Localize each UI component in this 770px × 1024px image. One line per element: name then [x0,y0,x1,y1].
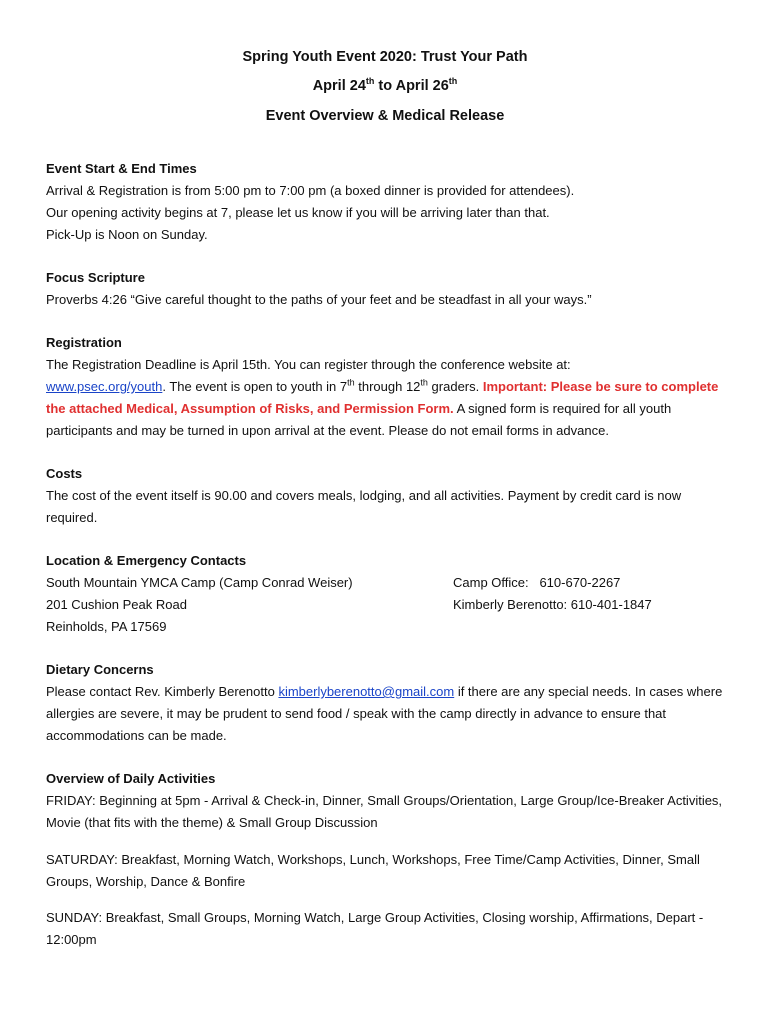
section-event-times [46,158,736,246]
text-run: through 12 [354,379,421,394]
dates-start: April 24 [312,78,366,94]
section-heading: Registration [46,335,122,350]
email-link[interactable]: kimberlyberenotto@gmail.com [278,684,455,699]
section-daily-overview [46,768,736,834]
scripture-text: Proverbs 4:26 “Give careful thought to the paths of your feet and be steadfast in all your ways.” [46,292,592,307]
section-dietary [46,659,736,747]
registration-paragraph [46,376,736,442]
text-run: Please contact Rev. Kimberly Berenotto [46,684,279,699]
dates-end-suffix: th [448,76,458,87]
document-title: Spring Youth Event 2020: Trust Your Path [242,49,528,65]
ordinal-suffix: th [347,377,355,388]
registration-deadline: The Registration Deadline is April 15th. You can register through the conference website at: [46,357,571,372]
contact-line: Kimberly Berenotto: 610-401-1847 [453,597,652,612]
paragraph-line: Our opening activity begins at 7, please let us know if you will be arriving later than that. [46,205,550,220]
section-costs [46,463,736,529]
section-heading: Event Start & End Times [46,161,197,176]
contact-line: Camp Office: 610-670-2267 [453,575,621,590]
text-run: A signed form is required for all youth participants and may be turned in upon arrival at the event. Please do not email forms in advance. [46,401,672,438]
address-line: 201 Cushion Peak Road [46,597,187,612]
section-registration [46,332,736,442]
sunday-activities: SUNDAY: Breakfast, Small Groups, Morning Watch, Large Group Activities, Closing worship, Affirmations, Depart - 12:00pm [46,910,704,947]
section-heading: Costs [46,466,83,481]
section-heading: Overview of Daily Activities [46,771,216,786]
contacts-block [453,572,733,616]
section-heading: Location & Emergency Contacts [46,553,247,568]
ordinal-suffix: th [420,377,428,388]
dates-start-suffix: th [365,76,375,87]
section-heading: Dietary Concerns [46,662,154,677]
text-run: graders. [427,379,483,394]
section-location [46,550,736,638]
address-line: Reinholds, PA 17569 [46,619,167,634]
text-run: if there are any special needs. In cases where allergies are severe, it may be prudent to send food / speak with the camp directly in advance to ensure that accommodations can be made. [46,684,723,743]
dates-end: to April 26 [374,78,449,94]
event-dates [0,78,770,94]
text-run: . The event is open to youth in 7 [162,379,348,394]
paragraph-line: Arrival & Registration is from 5:00 pm to 7:00 pm (a boxed dinner is provided for attendees). [46,183,575,198]
friday-activities: FRIDAY: Beginning at 5pm - Arrival & Check-in, Dinner, Small Groups/Orientation, Large Group/Ice-Breaker Activities, Movie (that fits with the theme) & Small Group Discussion [46,793,723,830]
address-block [46,572,446,638]
costs-text: The cost of the event itself is 90.00 and covers meals, lodging, and all activities. Payment by credit card is now required. [46,488,682,525]
important-notice: Important: Please be sure to complete the attached Medical, Assumption of Risks, and Permission Form. [46,379,719,416]
paragraph-line: Pick-Up is Noon on Sunday. [46,227,208,242]
dietary-paragraph [46,681,736,747]
location-columns [46,572,736,638]
section-focus-scripture [46,267,736,311]
document-subtitle: Event Overview & Medical Release [265,108,505,124]
section-heading: Focus Scripture [46,270,145,285]
saturday-activities: SATURDAY: Breakfast, Morning Watch, Workshops, Lunch, Workshops, Free Time/Camp Activities, Dinner, Small Groups, Worship, Dance & Bonfire [46,852,700,889]
registration-website-link[interactable]: www.psec.org/youth [46,379,163,394]
address-line: South Mountain YMCA Camp (Camp Conrad Weiser) [46,575,353,590]
